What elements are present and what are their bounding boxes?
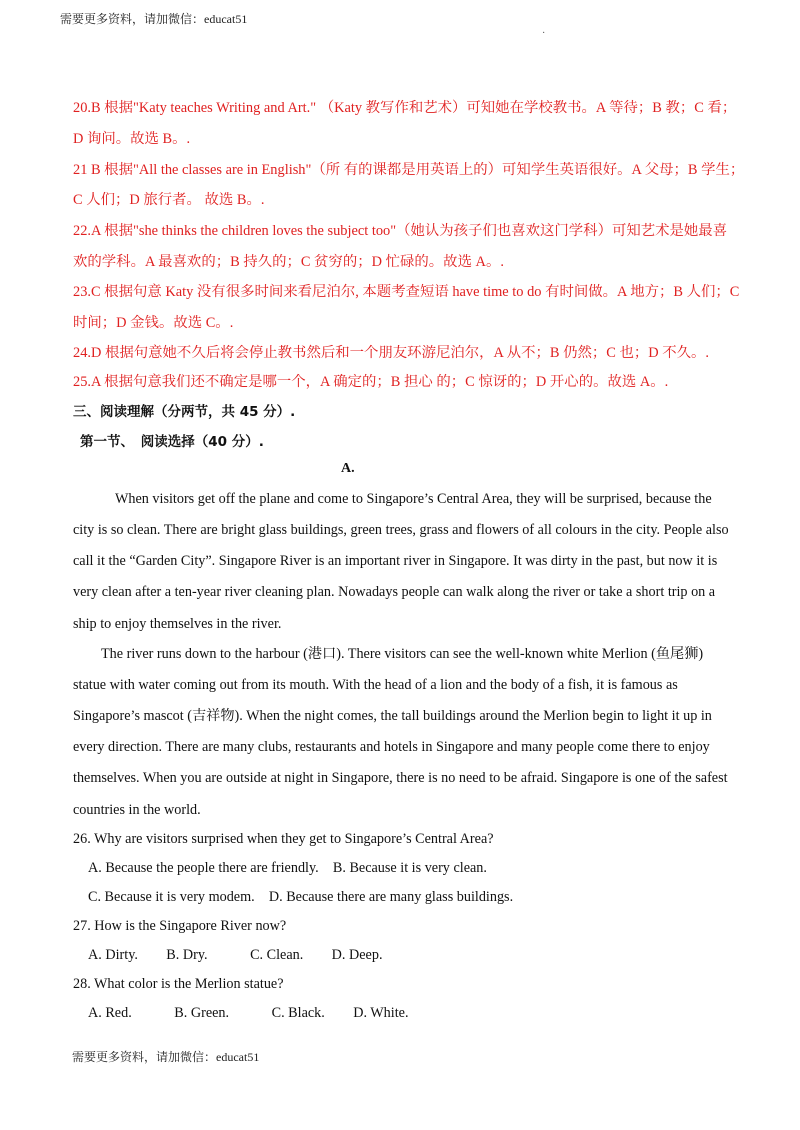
passage-line: When visitors get off the plane and come to Singapore’s Central Area, they will be surprised, because the: [115, 491, 712, 507]
question-stem: 28. What color is the Merlion statue?: [73, 976, 284, 992]
question-options: A. Because the people there are friendly. B. Because it is very clean.: [88, 860, 487, 876]
passage-line: call it the “Garden City”. Singapore River is an important river in Singapore. It was dirty in the past, but now it is: [73, 553, 718, 569]
passage-line: very clean after a ten-year river cleaning plan. Nowadays people can walk along the river or take a short trip on a: [73, 584, 716, 600]
answer-line: C 人们；D 旅行者。 故选 B。.: [73, 192, 265, 208]
section-title: 三、阅读理解（分两节，共 45 分）.: [73, 404, 296, 420]
passage-line: ship to enjoy themselves in the river.: [73, 616, 282, 632]
passage-line: city is so clean. There are bright glass buildings, green trees, grass and flowers of all colours in the city. People also: [73, 522, 729, 538]
answer-line: 欢的学科。A 最喜欢的；B 持久的；C 贫穷的；D 忙碌的。故选 A。.: [73, 254, 504, 270]
answer-line: D 询问。故选 B。.: [73, 131, 191, 147]
passage-line: themselves. When you are outside at night in Singapore, there is no need to be afraid. Singapore is one of the safest: [73, 770, 728, 786]
passage-line: The river runs down to the harbour (港口). There visitors can see the well-known white Merlion (鱼尾狮): [101, 646, 704, 662]
answer-line: 23.C 根据句意 Katy 没有很多时间来看尼泊尔, 本题考查短语 have time to do 有时间做。A 地方；B 人们；C: [73, 284, 740, 300]
section-subtitle: 第一节、 阅读选择（40 分）.: [80, 434, 264, 450]
page-footer: 需要更多资料，请加微信：educat51: [72, 1050, 260, 1064]
question-options: A. Red. B. Green. C. Black. D. White.: [88, 1005, 409, 1021]
question-options: A. Dirty. B. Dry. C. Clean. D. Deep.: [88, 947, 383, 963]
answer-line: 22.A 根据"she thinks the children loves the subject too"（她认为孩子们也喜欢这门学科）可知艺术是她最喜: [73, 223, 728, 239]
question-stem: 26. Why are visitors surprised when they get to Singapore’s Central Area?: [73, 831, 494, 847]
answer-line: 21 B 根据"All the classes are in English"（所 有的课都是用英语上的）可知学生英语很好。A 父母；B 学生；: [73, 162, 745, 178]
question-options: C. Because it is very modem. D. Because there are many glass buildings.: [88, 889, 514, 905]
answer-line: 时间；D 金钱。故选 C。.: [73, 315, 234, 331]
answer-line: 25.A 根据句意我们还不确定是哪一个，A 确定的；B 担心 的；C 惊讶的；D 开心的。故选 A。.: [73, 374, 669, 390]
page-header: 需要更多资料，请加微信：educat51: [60, 12, 248, 26]
stray-mark: ·: [542, 28, 546, 39]
question-stem: 27. How is the Singapore River now?: [73, 918, 287, 934]
passage-line: every direction. There are many clubs, restaurants and hotels in Singapore and many people come there to enjoy: [73, 739, 710, 755]
answer-line: 20.B 根据"Katy teaches Writing and Art." （Katy 教写作和艺术）可知她在学校教书。A 等待；B 教；C 看；: [73, 100, 737, 116]
passage-line: countries in the world.: [73, 802, 201, 818]
passage-line: Singapore’s mascot (吉祥物). When the night comes, the tall buildings around the Merlion begin to light it up in: [73, 708, 712, 724]
passage-label: A.: [341, 461, 355, 476]
answer-line: 24.D 根据句意她不久后将会停止教书然后和一个朋友环游尼泊尔，A 从不；B 仍然；C 也；D 不久。.: [73, 345, 710, 361]
passage-line: statue with water coming out from its mouth. With the head of a lion and the body of a fish, it is famous as: [73, 677, 678, 693]
